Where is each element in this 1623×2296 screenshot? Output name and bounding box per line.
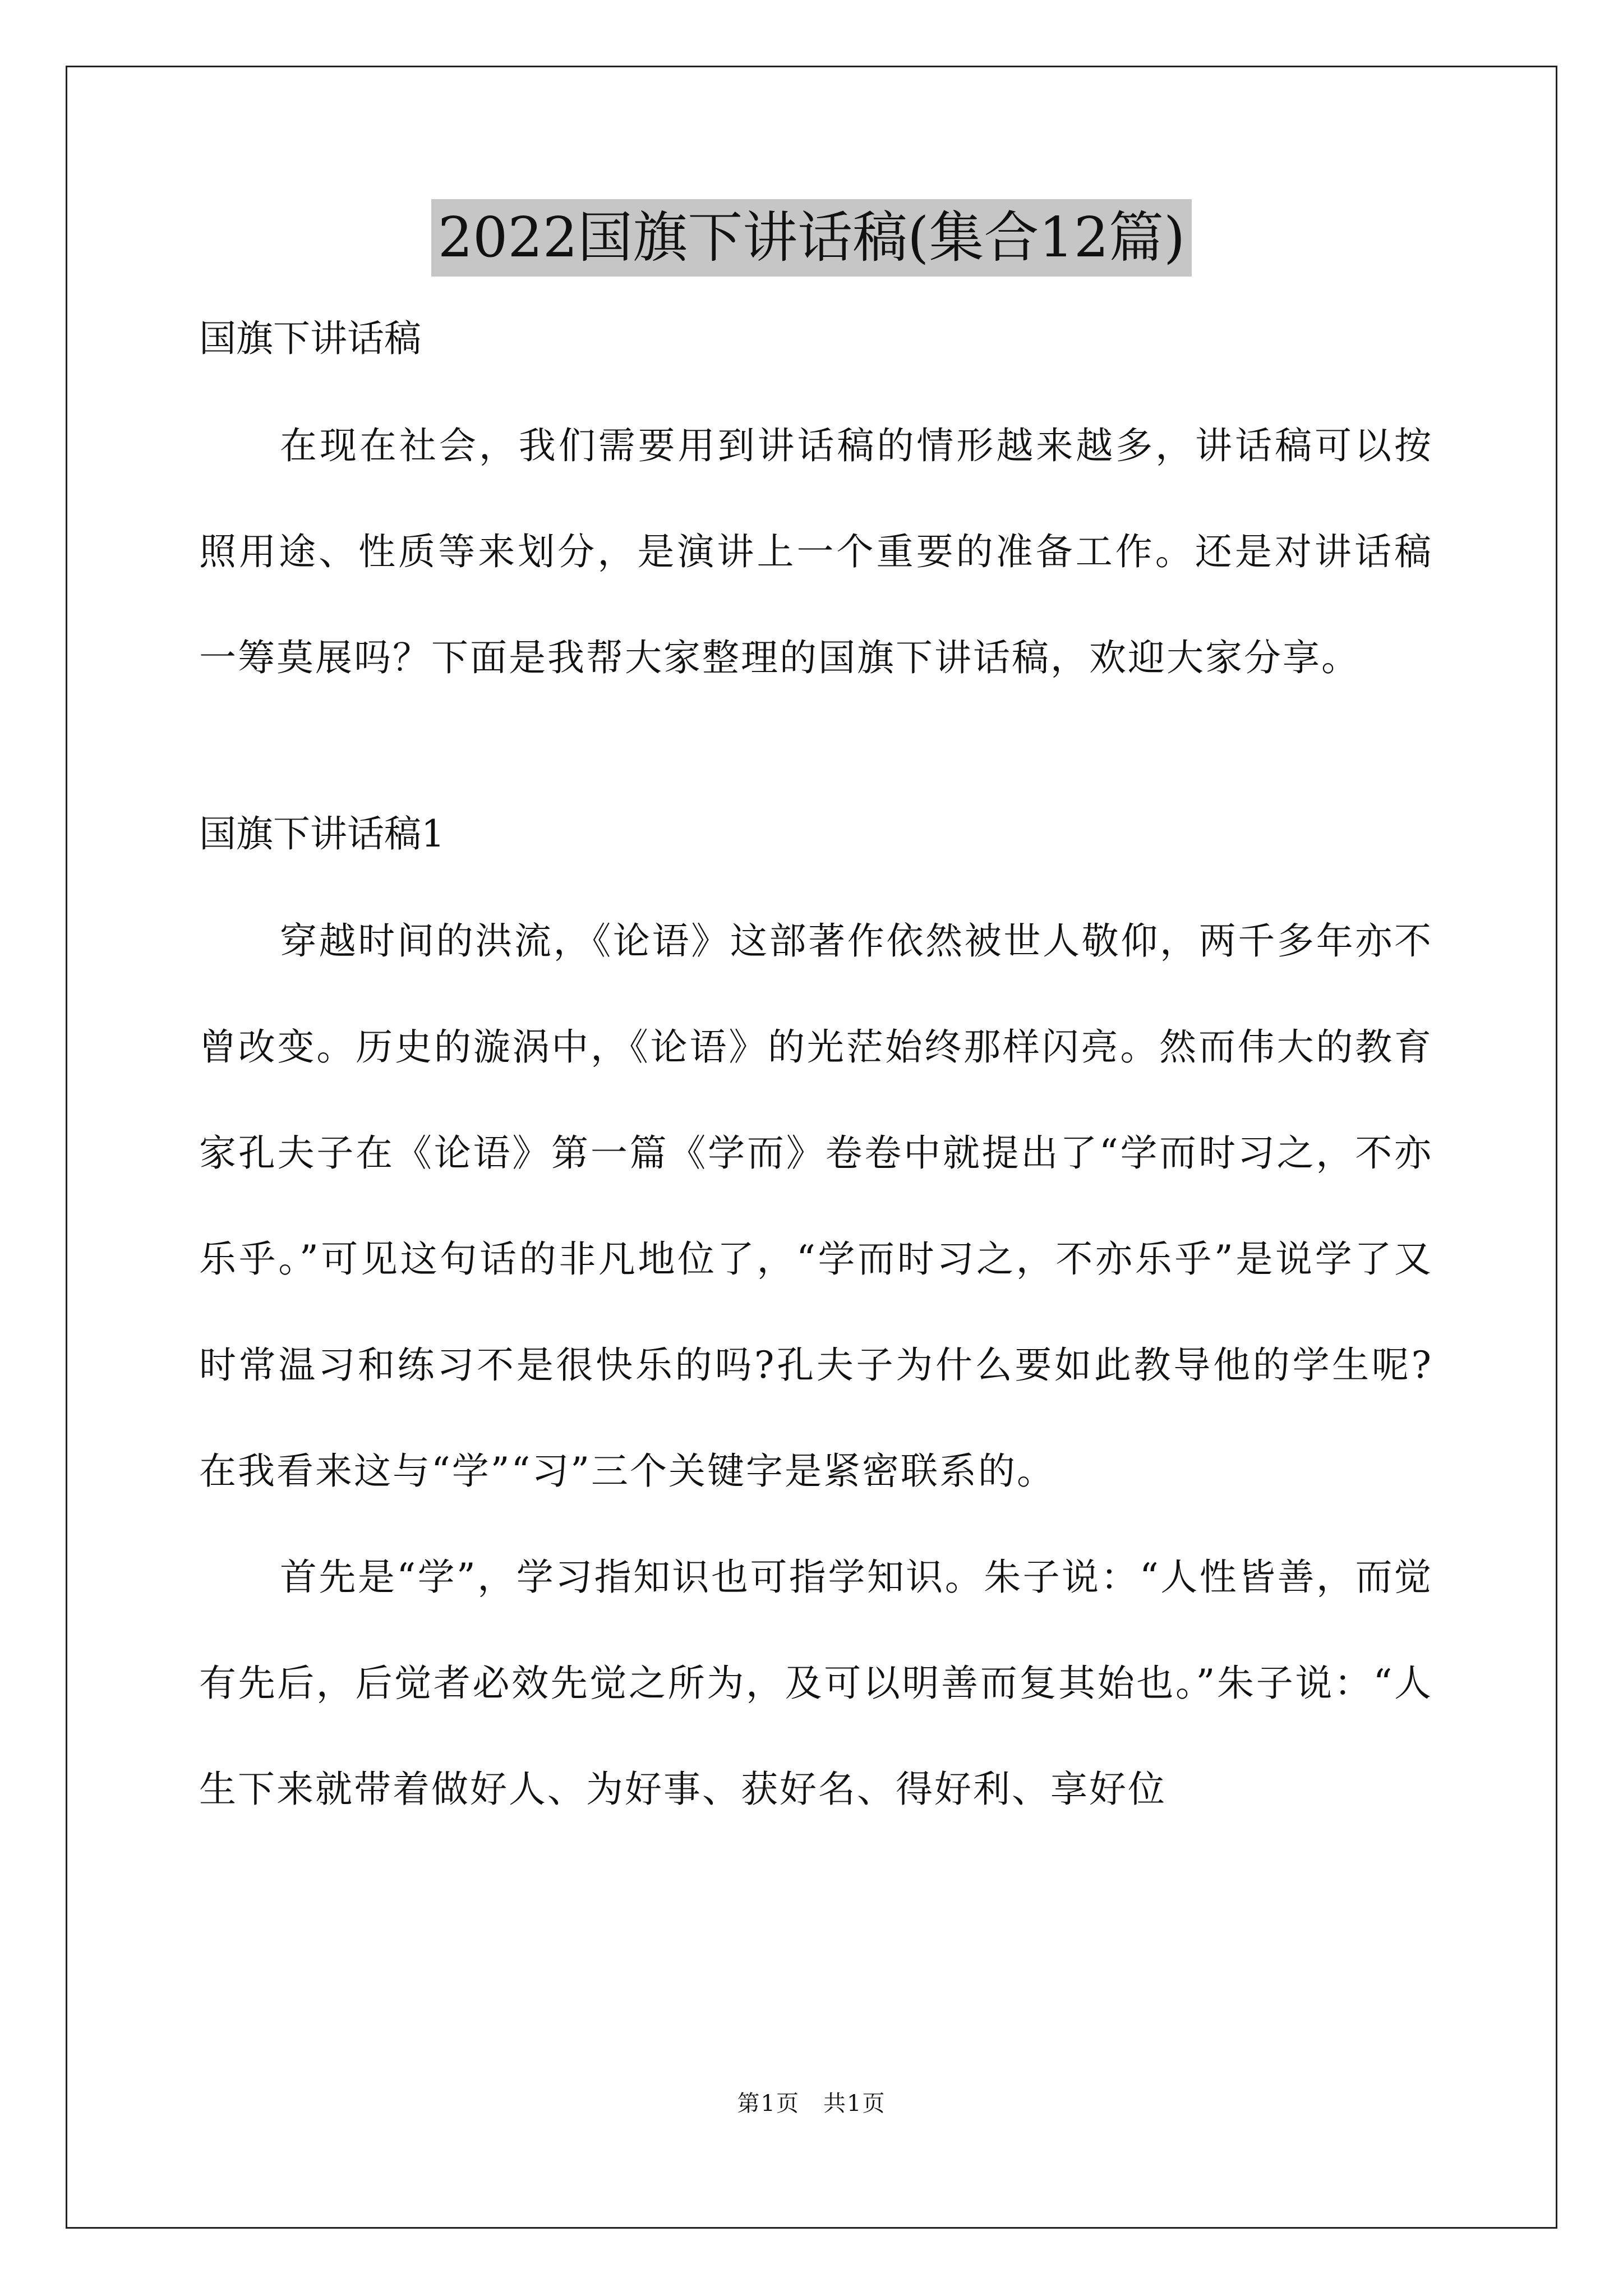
page-footer: 第1页 共1页 <box>737 2091 886 2116</box>
title-container <box>0 199 1623 277</box>
section-heading: 国旗下讲话稿1 <box>199 812 445 855</box>
document-title: 2022国旗下讲话稿(集合12篇) <box>431 199 1192 277</box>
paragraph: 首先是“学”，学习指知识也可指学知识。朱子说：“人性皆善，而觉有先后，后觉者必效先觉之所为，及可以明善而复其始也。”朱子说：“人生下来就带着做好人、为好事、获好名、得好利、享好位 <box>199 1556 1433 1811</box>
document-body <box>199 312 1433 1842</box>
section-heading: 国旗下讲话稿 <box>199 317 421 360</box>
paragraph: 穿越时间的洪流，《论语》这部著作依然被世人敬仰，两千多年亦不曾改变。历史的漩涡中，《论语》的光茫始终那样闪亮。然而伟大的教育家孔夫子在《论语》第一篇《学而》卷卷中就提出了“学而时习之，不亦乐乎。”可见这句话的非凡地位了，“学而时习之，不亦乐乎”是说学了又时常温习和练习不是很快乐的吗?孔夫子为什么要如此教导他的学生呢?在我看来这与“学”“习”三个关键字是紧密联系的。 <box>199 919 1433 1493</box>
paragraph: 在现在社会，我们需要用到讲话稿的情形越来越多，讲话稿可以按照用途、性质等来划分，是演讲上一个重要的准备工作。还是对讲话稿一筹莫展吗？下面是我帮大家整理的国旗下讲话稿，欢迎大家分享。 <box>199 424 1433 679</box>
